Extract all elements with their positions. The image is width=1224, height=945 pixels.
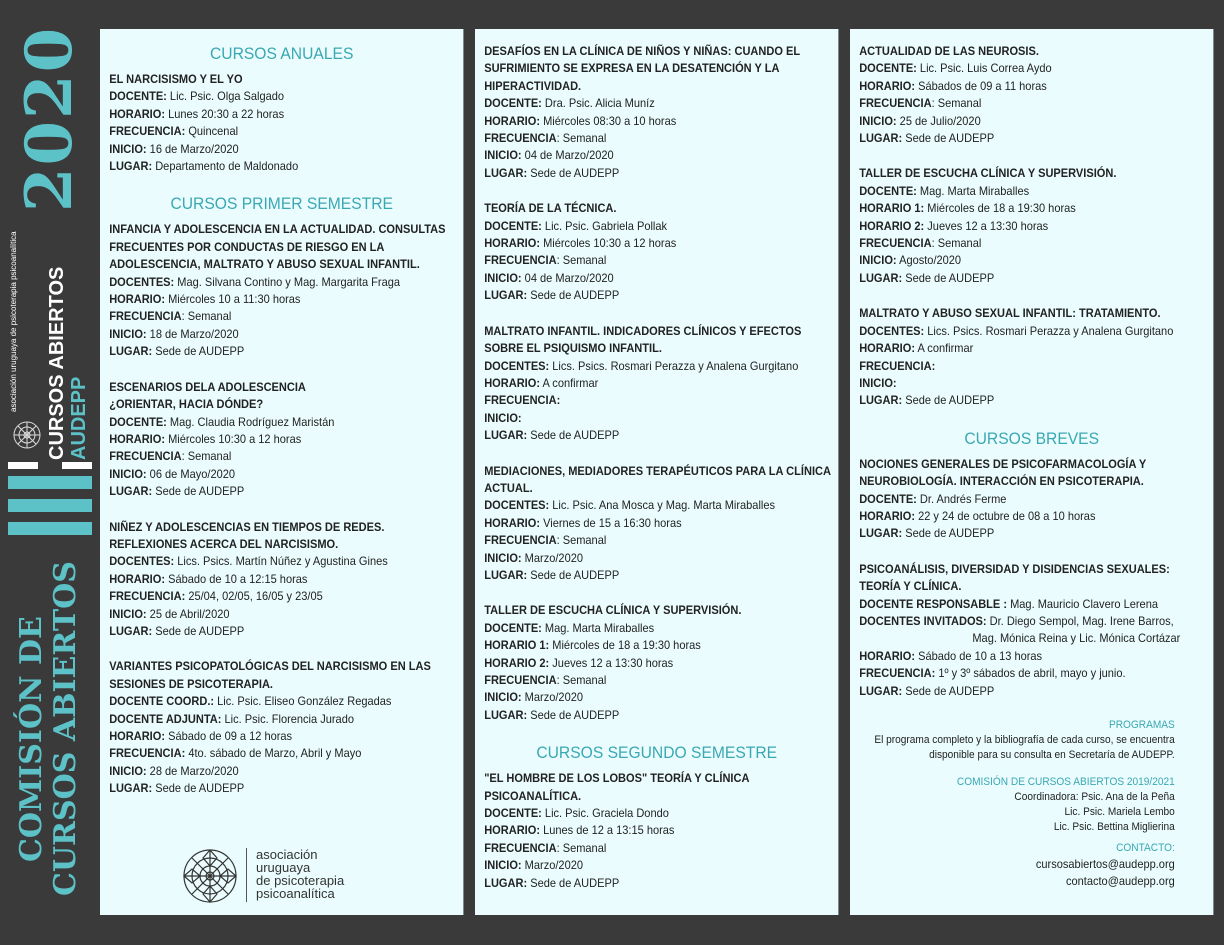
contact-block	[859, 841, 1204, 890]
course-title: VARIANTES PSICOPATOLÓGICAS DEL NARCISISMO EN LAS	[109, 659, 431, 674]
course-title: NIÑEZ Y ADOLESCENCIAS EN TIEMPOS DE REDES.	[109, 519, 385, 534]
field-value: Mag. Silvana Contino y Mag. Margarita Fraga	[174, 274, 401, 289]
field-label: HORARIO:	[109, 431, 166, 446]
field-value: Sede de AUDEPP	[902, 270, 995, 285]
field-label: DOCENTE ADJUNTA:	[109, 711, 222, 726]
field-value: : Semanal	[931, 236, 982, 251]
field-value: 16 de Marzo/2020	[146, 141, 239, 156]
field-value: Lic. Psic. Gabriela Pollak	[541, 218, 668, 233]
course	[859, 43, 1204, 147]
field-value: Sede de AUDEPP	[527, 875, 620, 890]
section-heading: CURSOS PRIMER SEMESTRE	[170, 194, 393, 214]
field-value: Mag. Marta Miraballes	[541, 620, 655, 635]
course	[859, 165, 1204, 287]
field-label: INICIO:	[109, 606, 147, 621]
field-label: LUGAR:	[484, 875, 528, 890]
course-title: MALTRATO INFANTIL. INDICADORES CLÍNICOS Y EFECTOS	[484, 323, 802, 338]
field-value: 04 de Marzo/2020	[521, 270, 614, 285]
course	[109, 221, 454, 360]
field-value: Quincenal	[185, 124, 239, 139]
field-value: Dr. Diego Sempol, Mag. Irene Barros,	[986, 613, 1174, 628]
course	[109, 519, 454, 641]
field-label: INICIO:	[859, 113, 897, 128]
mandala-logo-icon	[12, 420, 42, 450]
programas-text: El programa completo y la bibliografía de cada curso, se encuentra	[874, 734, 1175, 746]
field-label: HORARIO 2:	[484, 655, 550, 670]
column-2	[475, 29, 838, 915]
field-label: HORARIO 2:	[859, 218, 925, 233]
field-value: Sede de AUDEPP	[902, 683, 995, 698]
course-title: REFLEXIONES ACERCA DEL NARCISISMO.	[109, 536, 339, 551]
field-label: HORARIO:	[109, 729, 166, 743]
field-label: FRECUENCIA:	[109, 124, 186, 139]
field-value: Mag. Claudia Rodríguez Maristán	[166, 414, 335, 429]
field-value: Sábado de 10 a 12:15 horas	[165, 571, 308, 586]
field-label: FRECUENCIA	[109, 309, 182, 324]
field-value: Lic. Psic. Florencia Jurado	[221, 711, 354, 726]
field-label: LUGAR:	[484, 288, 528, 303]
field-label: DOCENTE:	[484, 806, 542, 821]
field-value: Miércoles 10 a 11:30 horas	[165, 292, 301, 307]
member-name: Lic. Psic. Bettina Miglierina	[1053, 821, 1175, 833]
field-label: HORARIO:	[859, 648, 916, 663]
field-label: LUGAR:	[484, 567, 528, 582]
course	[484, 463, 829, 585]
field-label: FRECUENCIA	[109, 449, 182, 464]
field-label: HORARIO:	[484, 236, 541, 251]
field-label: DOCENTES INVITADOS:	[859, 613, 987, 628]
field-label: INICIO:	[484, 410, 522, 425]
email-link[interactable]: contacto@audepp.org	[1065, 874, 1175, 888]
course-title: DESAFÍOS EN LA CLÍNICA DE NIÑOS Y NIÑAS: CUANDO EL	[484, 44, 801, 58]
field-label: DOCENTES:	[484, 498, 550, 513]
field-value: Lunes de 12 a 13:15 horas	[540, 823, 675, 838]
field-label: DOCENTES:	[859, 323, 925, 338]
field-value: Sede de AUDEPP	[902, 393, 995, 408]
field-value: Lic. Psic. Ana Mosca y Mag. Marta Miraballes	[549, 498, 776, 513]
field-label: INICIO:	[109, 466, 147, 481]
field-label: HORARIO:	[484, 515, 541, 530]
field-label: LUGAR:	[859, 393, 903, 408]
field-label: FRECUENCIA	[484, 533, 557, 548]
field-label: FRECUENCIA	[484, 131, 557, 146]
assoc-small-text: asociación uruguaya de psicoterapia psicoanalítica	[9, 231, 18, 412]
field-label: FRECUENCIA:	[859, 358, 936, 373]
field-label: HORARIO:	[109, 571, 166, 586]
field-label: FRECUENCIA	[484, 253, 557, 268]
field-label: DOCENTE:	[484, 96, 542, 111]
field-label: INICIO:	[484, 270, 522, 285]
field-value: : Semanal	[181, 449, 232, 464]
comision-block	[859, 775, 1204, 835]
course-title: MALTRATO Y ABUSO SEXUAL INFANTIL: TRATAMIENTO.	[859, 306, 1161, 321]
field-value: Sede de AUDEPP	[902, 131, 995, 146]
logo-text	[256, 848, 344, 900]
field-value: 25 de Julio/2020	[896, 113, 981, 128]
section-heading: CURSOS BREVES	[964, 428, 1100, 448]
column-1	[100, 29, 463, 915]
field-value: Sede de AUDEPP	[152, 781, 245, 796]
course-title: TALLER DE ESCUCHA CLÍNICA Y SUPERVISIÓN.	[859, 166, 1117, 181]
field-label: HORARIO:	[109, 292, 166, 307]
brand-audepp: AUDEPP	[68, 376, 90, 460]
course-title: INFANCIA Y ADOLESCENCIA EN LA ACTUALIDAD. CONSULTAS	[109, 222, 446, 237]
course	[484, 323, 829, 445]
field-label: DOCENTES:	[484, 358, 550, 373]
course-title: TEORÍA DE LA TÉCNICA.	[484, 201, 617, 216]
field-value: Sede de AUDEPP	[527, 288, 620, 303]
field-value: Lics. Psics. Rosmari Perazza y Analena Gurgitano	[924, 323, 1174, 338]
field-label: INICIO:	[109, 326, 147, 341]
course-title: TALLER DE ESCUCHA CLÍNICA Y SUPERVISIÓN.	[484, 603, 742, 618]
field-value: A confirmar	[540, 375, 599, 390]
course-title: ACTUAL.	[484, 480, 533, 495]
field-value: Sede de AUDEPP	[152, 623, 245, 638]
column-3	[850, 29, 1213, 915]
field-value: Sábado de 10 a 13 horas	[915, 648, 1043, 663]
field-value: Sede de AUDEPP	[152, 344, 245, 359]
field-label: FRECUENCIA	[859, 236, 932, 251]
contact-heading: CONTACTO:	[1116, 842, 1175, 854]
field-value: : Semanal	[556, 131, 607, 146]
field-label: HORARIO 1:	[859, 201, 925, 216]
field-label: INICIO:	[484, 550, 522, 565]
field-label: DOCENTE:	[859, 61, 917, 76]
course-title: PSICOANALÍTICA.	[484, 788, 582, 803]
course-title: "EL HOMBRE DE LOS LOBOS" TEORÍA Y CLÍNICA	[484, 771, 750, 786]
field-value: Jueves 12 a 13:30 horas	[549, 655, 674, 670]
field-value: Mag. Marta Miraballes	[916, 183, 1030, 198]
field-value: Miércoles de 18 a 19:30 horas	[924, 201, 1076, 216]
field-label: HORARIO:	[109, 106, 166, 121]
course-title: ACTUALIDAD DE LAS NEUROSIS.	[859, 44, 1039, 58]
sidebar	[0, 0, 96, 945]
field-label: INICIO:	[484, 148, 522, 163]
course-title: NEUROBIOLOGÍA. INTERACCIÓN EN PSICOTERAPIA.	[859, 474, 1144, 489]
field-label: INICIO:	[109, 763, 147, 778]
field-label: LUGAR:	[109, 484, 153, 499]
field-value: 04 de Marzo/2020	[521, 148, 614, 163]
coordinadora-label: Coordinadora:	[1014, 791, 1079, 803]
field-label: DOCENTES:	[109, 554, 175, 569]
course-title: TEORÍA Y CLÍNICA.	[859, 579, 962, 594]
programas-block	[859, 718, 1204, 763]
field-value: 4to. sábado de Marzo, Abril y Mayo	[185, 746, 362, 761]
course-title: ¿ORIENTAR, HACIA DÓNDE?	[109, 397, 264, 412]
field-label: LUGAR:	[109, 781, 153, 796]
field-value: Mag. Mónica Reina y Lic. Mónica Cortázar	[972, 631, 1181, 646]
course-title: SUFRIMIENTO SE EXPRESA EN LA DESATENCIÓN Y LA	[484, 61, 780, 76]
field-label: DOCENTE:	[484, 620, 542, 635]
field-value: : Semanal	[931, 96, 982, 111]
field-value: Dra. Psic. Alicia Muníz	[541, 96, 655, 111]
field-label: FRECUENCIA:	[109, 589, 186, 604]
course-title: SESIONES DE PSICOTERAPIA.	[109, 676, 274, 691]
field-value: Departamento de Maldonado	[152, 159, 299, 174]
field-label: INICIO:	[484, 858, 522, 873]
field-value: Sede de AUDEPP	[527, 707, 620, 722]
course-title: FRECUENTES POR CONDUCTAS DE RIESGO EN LA	[109, 239, 385, 254]
field-label: DOCENTES:	[109, 274, 175, 289]
course	[484, 200, 829, 304]
course	[109, 71, 454, 175]
field-value: Sede de AUDEPP	[527, 165, 620, 180]
course-title: ESCENARIOS DELA ADOLESCENCIA	[109, 379, 306, 394]
field-value: Lics. Psics. Martín Núñez y Agustina Gines	[174, 554, 388, 569]
field-label: FRECUENCIA	[484, 673, 557, 687]
field-label: DOCENTE:	[109, 414, 167, 429]
field-label: INICIO:	[859, 375, 897, 390]
year-title: 2020	[12, 25, 87, 212]
field-value: Viernes de 15 a 16:30 horas	[540, 515, 682, 530]
field-label: LUGAR:	[109, 159, 153, 174]
field-label: DOCENTE:	[109, 89, 167, 104]
field-label: HORARIO:	[859, 508, 916, 523]
course-title: NOCIONES GENERALES DE PSICOFARMACOLOGÍA Y	[859, 456, 1147, 471]
field-value: Sábado de 09 a 12 horas	[165, 729, 293, 743]
field-label: LUGAR:	[859, 131, 903, 146]
field-label: FRECUENCIA	[484, 840, 557, 855]
field-label: INICIO:	[859, 253, 897, 268]
field-label: INICIO:	[484, 690, 522, 705]
field-value: Sede de AUDEPP	[527, 567, 620, 582]
field-label: HORARIO:	[484, 113, 541, 128]
field-label: DOCENTE:	[859, 183, 917, 198]
field-label: LUGAR:	[484, 707, 528, 722]
brand-bars-icon	[8, 462, 92, 548]
field-label: DOCENTE:	[484, 218, 542, 233]
field-value: Lics. Psics. Rosmari Perazza y Analena Gurgitano	[549, 358, 799, 373]
field-value: Marzo/2020	[521, 858, 583, 873]
field-value: Miércoles 08:30 a 10 horas	[540, 113, 677, 128]
field-label: HORARIO:	[859, 78, 916, 93]
programas-heading: PROGRAMAS	[1108, 719, 1175, 731]
field-value: : Semanal	[556, 533, 607, 548]
logo-line: psicoanalítica	[256, 886, 335, 901]
field-label: LUGAR:	[484, 428, 528, 443]
field-value: Dr. Andrés Ferme	[916, 491, 1007, 506]
course-title: SOBRE EL PSIQUISMO INFANTIL.	[484, 341, 662, 356]
course	[859, 305, 1204, 409]
course	[484, 770, 829, 892]
field-label: FRECUENCIA:	[484, 393, 561, 408]
field-label: HORARIO:	[484, 823, 541, 838]
field-value: Sábados de 09 a 11 horas	[915, 78, 1047, 93]
course-title: EL NARCISISMO Y EL YO	[109, 72, 243, 86]
field-value: : Semanal	[556, 253, 607, 268]
course-title: MEDIACIONES, MEDIADORES TERAPÉUTICOS PARA LA CLÍNICA	[484, 463, 831, 478]
field-label: INICIO:	[109, 141, 147, 156]
field-value: 25 de Abril/2020	[146, 606, 230, 621]
field-value: : Semanal	[556, 673, 607, 687]
field-value: A confirmar	[915, 341, 974, 356]
logo-line: asociación	[256, 847, 318, 862]
field-label: LUGAR:	[109, 623, 153, 638]
brand-cursos-abiertos: CURSOS ABIERTOS	[46, 266, 68, 460]
course-title: PSICOANÁLISIS, DIVERSIDAD Y DISIDENCIAS SEXUALES:	[859, 561, 1170, 576]
field-value: : Semanal	[556, 840, 607, 855]
field-label: LUGAR:	[859, 526, 903, 541]
course	[859, 456, 1204, 543]
field-value: Sede de AUDEPP	[902, 526, 995, 541]
commission-title-line2: CURSOS ABIERTOS	[48, 561, 83, 896]
field-value: Lic. Psic. Eliseo González Regadas	[214, 694, 392, 709]
field-label: LUGAR:	[859, 270, 903, 285]
email-link[interactable]: cursosabiertos@audepp.org	[1035, 857, 1175, 871]
field-label: DOCENTE:	[859, 491, 917, 506]
field-value: Sede de AUDEPP	[152, 484, 245, 499]
member-name: Lic. Psic. Mariela Lembo	[1064, 806, 1175, 818]
field-value: Sede de AUDEPP	[527, 428, 620, 443]
field-value: 25/04, 02/05, 16/05 y 23/05	[185, 589, 323, 604]
field-value: Mag. Mauricio Clavero Lerena	[1007, 596, 1158, 611]
field-label: LUGAR:	[859, 683, 903, 698]
field-value: Marzo/2020	[521, 690, 583, 705]
field-value: Agosto/2020	[896, 253, 962, 268]
field-label: HORARIO 1:	[484, 638, 550, 653]
field-value: : Semanal	[181, 309, 232, 324]
course	[109, 658, 454, 797]
course-title: HIPERACTIVIDAD.	[484, 78, 582, 93]
field-value: Lic. Psic. Luis Correa Aydo	[916, 61, 1052, 76]
field-label: LUGAR:	[109, 344, 153, 359]
course-title: ADOLESCENCIA, MALTRATO Y ABUSO SEXUAL INFANTIL.	[109, 257, 420, 272]
field-value: Lic. Psic. Olga Salgado	[166, 89, 285, 104]
field-value: Marzo/2020	[521, 550, 583, 565]
field-label: HORARIO:	[859, 341, 916, 356]
field-value: 28 de Marzo/2020	[146, 763, 239, 778]
field-value: Miércoles 10:30 a 12 horas	[540, 236, 677, 251]
field-value: Miércoles de 18 a 19:30 horas	[549, 638, 701, 653]
programas-text: disponible para su consulta en Secretaría de AUDEPP.	[929, 749, 1175, 761]
commission-title-line1: COMISIÓN DE	[14, 616, 49, 862]
course	[859, 561, 1204, 700]
course	[484, 602, 829, 724]
section-heading: CURSOS SEGUNDO SEMESTRE	[536, 743, 778, 763]
field-value: Miércoles 10:30 a 12 horas	[165, 431, 302, 446]
comision-heading: COMISIÓN DE CURSOS ABIERTOS 2019/2021	[956, 776, 1175, 788]
field-value: Jueves 12 a 13:30 horas	[924, 218, 1049, 233]
course	[484, 43, 829, 182]
logo-line: de psicoterapia	[256, 873, 345, 888]
field-label: FRECUENCIA:	[859, 666, 936, 681]
course	[109, 379, 454, 501]
section-heading: CURSOS ANUALES	[209, 44, 354, 63]
field-label: DOCENTE RESPONSABLE :	[859, 596, 1008, 611]
field-label: FRECUENCIA:	[109, 746, 186, 761]
field-label: FRECUENCIA	[859, 96, 932, 111]
field-label: DOCENTE COORD.:	[109, 694, 215, 709]
logo-divider	[246, 848, 247, 902]
field-label: LUGAR:	[484, 165, 528, 180]
field-value: 18 de Marzo/2020	[146, 326, 239, 341]
field-value: Lunes 20:30 a 22 horas	[165, 106, 285, 121]
field-value: 22 y 24 de octubre de 08 a 10 horas	[915, 508, 1096, 523]
field-value: 06 de Mayo/2020	[146, 466, 236, 481]
logo-line: uruguaya	[256, 860, 311, 875]
coordinadora-name: Psic. Ana de la Peña	[1078, 791, 1175, 803]
field-label: HORARIO:	[484, 375, 541, 390]
field-value: Lic. Psic. Graciela Dondo	[541, 806, 669, 821]
field-value: 1º y 3º sábados de abril, mayo y junio.	[935, 666, 1126, 681]
